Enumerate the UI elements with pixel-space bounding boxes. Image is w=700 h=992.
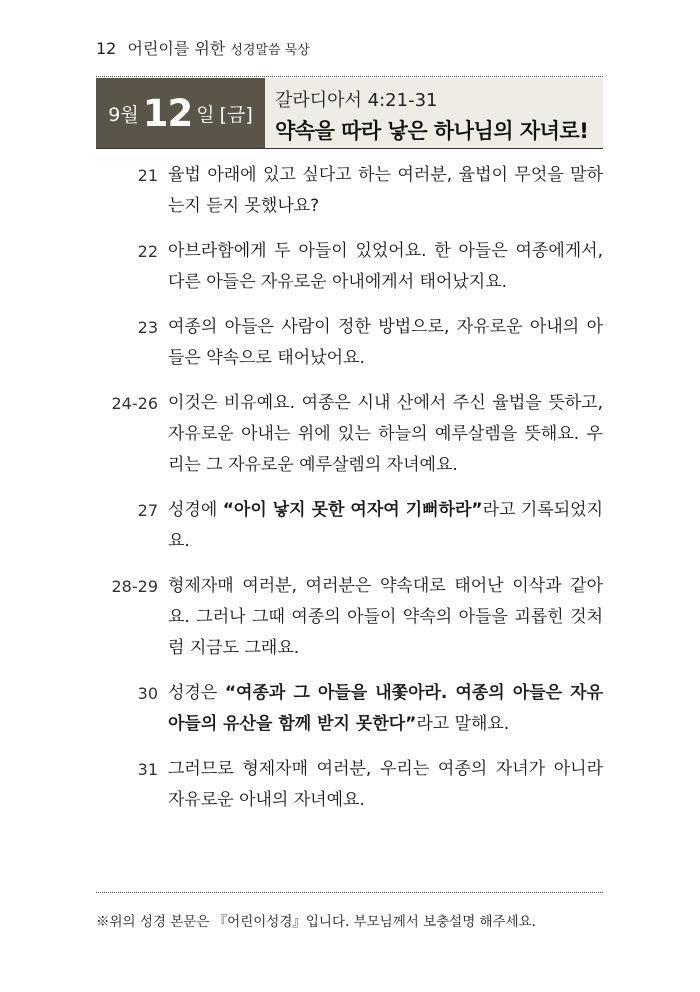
verse-text: 성경은 xyxy=(168,683,225,703)
footer-divider xyxy=(96,892,603,893)
passage-title: 약속을 따라 낳은 하나님의 자녀로! xyxy=(275,119,589,143)
verse-number: 31 xyxy=(137,760,158,779)
verse-text: 성경에 xyxy=(168,500,223,520)
verse-text: 형제자매 여러분, 여러분은 약속대로 태어난 이삭과 같아요. 그러나 그때 여종의 아들이 약속의 아들을 괴롭힌 것처럼 지금도 그래요. xyxy=(168,576,603,658)
verse-31 xyxy=(96,754,603,816)
passage-reference: 갈라디아서 4:21-31 xyxy=(275,90,438,111)
header-divider xyxy=(96,76,603,77)
verse-number: 28-29 xyxy=(111,577,158,596)
verse-30 xyxy=(96,678,603,740)
scripture-quote: “아이 낳지 못한 여자여 기뻐하라” xyxy=(222,500,483,520)
date-badge xyxy=(96,78,265,148)
date-day-unit: 일 xyxy=(196,103,215,126)
verse-number: 27 xyxy=(137,501,158,520)
verse-23 xyxy=(96,312,603,374)
verse-list xyxy=(96,160,603,830)
verse-24-26 xyxy=(96,388,603,481)
verse-27 xyxy=(96,495,603,557)
verse-text: 그러므로 형제자매 여러분, 우리는 여종의 자녀가 아니라 자유로운 아내의 자녀예요. xyxy=(168,759,603,810)
section-title: 성경말씀 묵상 xyxy=(230,43,310,58)
date-month: 9월 xyxy=(108,103,139,126)
header-underline xyxy=(96,148,603,149)
page-number: 12 xyxy=(96,39,117,58)
verse-text: 이것은 비유예요. 여종은 시내 산에서 주신 율법을 뜻하고, 자유로운 아내는 위에 있는 하늘의 예루살렘을 뜻해요. 우리는 그 자유로운 예루살렘의 자녀예요. xyxy=(168,393,603,475)
verse-number: 24-26 xyxy=(111,394,158,413)
verse-text: 율법 아래에 있고 싶다고 하는 여러분, 율법이 무엇을 말하는지 듣지 못했나요? xyxy=(168,165,603,216)
passage-header xyxy=(265,78,603,148)
footnote: ※위의 성경 본문은 『어린이성경』입니다. 부모님께서 보충설명 해주세요. xyxy=(96,914,536,930)
date-weekday: [금] xyxy=(219,103,253,126)
verse-number: 30 xyxy=(137,684,158,703)
running-head xyxy=(96,36,310,59)
verse-number: 21 xyxy=(137,166,158,185)
verse-number: 23 xyxy=(137,318,158,337)
verse-text: 라고 말해요. xyxy=(416,714,510,734)
verse-text: 라고 기록되었지요. xyxy=(168,500,603,551)
verse-text: 아브라함에게 두 아들이 있었어요. 한 아들은 여종에게서, 다른 아들은 자유로운 아내에게서 태어났지요. xyxy=(168,241,603,292)
verse-28-29 xyxy=(96,571,603,664)
verse-22 xyxy=(96,236,603,298)
book-title: 어린이를 위한 xyxy=(127,39,226,58)
verse-number: 22 xyxy=(137,242,158,261)
scripture-quote: “여종과 그 아들을 내쫓아라. 여종의 아들은 자유 아들의 유산을 함께 받지 못한다” xyxy=(168,683,603,734)
date-day: 12 xyxy=(142,91,193,135)
verse-text: 여종의 아들은 사람이 정한 방법으로, 자유로운 아내의 아들은 약속으로 태어났어요. xyxy=(168,317,603,368)
verse-21 xyxy=(96,160,603,222)
